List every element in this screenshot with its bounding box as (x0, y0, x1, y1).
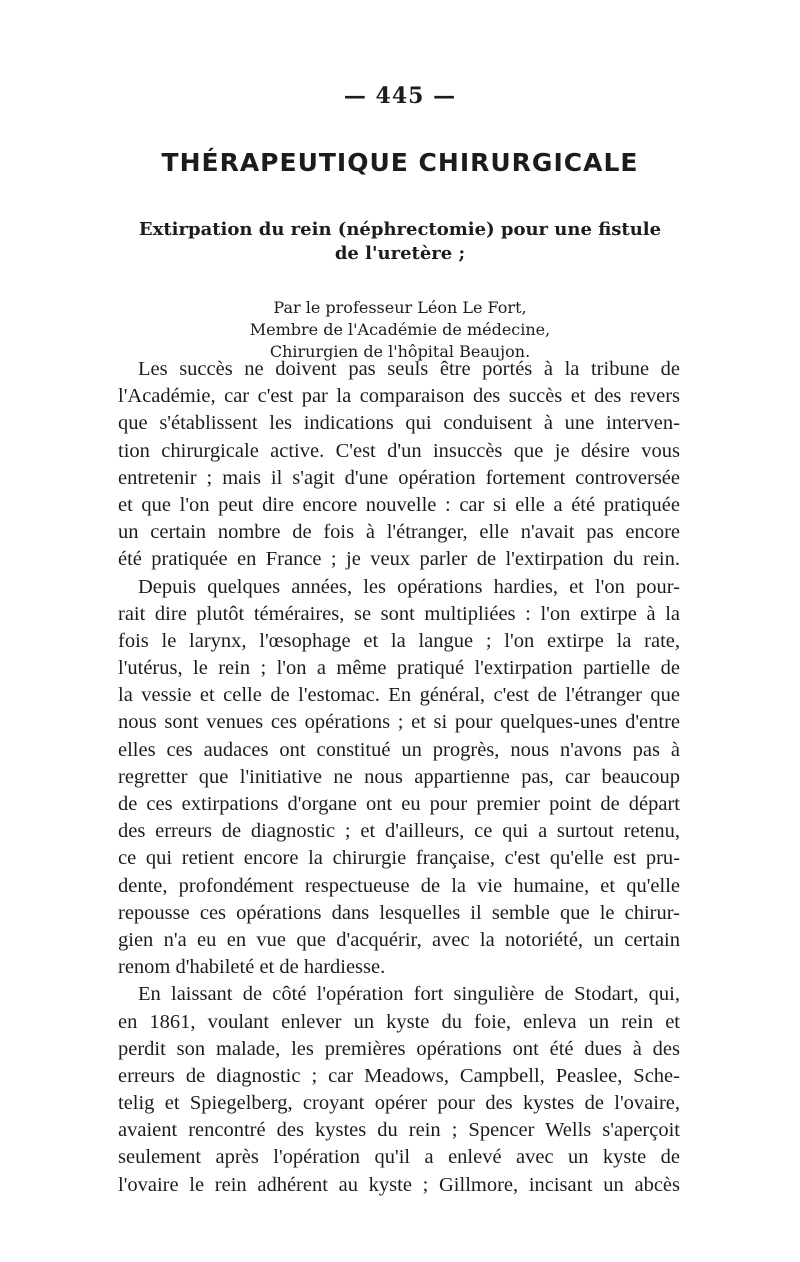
text-line: des erreurs de diagnostic ; et d'ailleurs, ce qui a surtout retenu, (118, 820, 680, 843)
text-line: l'utérus, le rein ; l'on a même pratiqué l'extirpation partielle de (118, 657, 680, 680)
text-line: l'ovaire le rein adhérent au kyste ; Gillmore, incisant un abcès (118, 1173, 680, 1196)
text-line: repousse ces opérations dans lesquelles il semble que le chirur- (118, 901, 680, 924)
text-line: l'Académie, car c'est par la comparaison des succès et des revers (118, 385, 680, 408)
text-line: elles ces audaces ont constitué un progrès, nous n'avons pas à (118, 738, 680, 761)
body-text (118, 356, 680, 1199)
text-line: regretter que l'initiative ne nous appartienne pas, car beaucoup (118, 765, 680, 788)
author-position: Chirurgien de l'hôpital Beaujon. (269, 342, 531, 361)
text-line: dente, profondément respectueuse de la vie humaine, et qu'elle (118, 874, 680, 897)
author-affiliation: Membre de l'Académie de médecine, (249, 320, 551, 339)
text-line: gien n'a eu en vue que d'acquérir, avec la notoriété, un certain (118, 928, 680, 951)
text-line: rait dire plutôt téméraires, se sont multipliées : l'on extirpe à la (118, 602, 680, 625)
text-line: renom d'habileté et de hardiesse. (118, 956, 386, 979)
author-block (0, 297, 800, 363)
text-line: de ces extirpations d'organe ont eu pour premier point de départ (118, 793, 680, 815)
text-line: seulement après l'opération qu'il a enlevé avec un kyste de (118, 1146, 680, 1169)
text-line: tion chirurgicale active. C'est d'un insuccès que je désire vous (118, 439, 680, 462)
article-title-line: de l'uretère ; (334, 243, 466, 264)
text-line: que s'établissent les indications qui conduisent à une interven- (118, 412, 680, 435)
text-line: un certain nombre de fois à l'étranger, elle n'avait pas encore (118, 521, 680, 544)
text-line: et que l'on peut dire encore nouvelle : car si elle a été pratiquée (118, 493, 680, 516)
text-line: Depuis quelques années, les opérations hardies, et l'on pour- (138, 575, 680, 598)
text-line: Les succès ne doivent pas seuls être portés à la tribune de (138, 358, 680, 380)
text-line: entretenir ; mais il s'agit d'une opération fortement controversée (118, 466, 680, 489)
text-line: fois le larynx, l'œsophage et la langue ; l'on extirpe la rate, (118, 629, 680, 652)
text-line: nous sont venues ces opérations ; et si pour quelques-unes d'entre (118, 711, 680, 734)
author-name: Par le professeur Léon Le Fort, (273, 298, 527, 317)
text-line: la vessie et celle de l'estomac. En général, c'est de l'étranger que (118, 684, 680, 707)
text-line: En laissant de côté l'opération fort singulière de Stodart, qui, (138, 983, 680, 1006)
text-line: ce qui retient encore la chirurgie française, c'est qu'elle est pru- (118, 847, 680, 870)
section-title: THÉRAPEUTIQUE CHIRURGICALE (161, 148, 639, 177)
text-line: été pratiquée en France ; je veux parler de l'extirpation du rein. (118, 548, 680, 571)
text-line: avaient rencontré des kystes du rein ; Spencer Wells s'aperçoit (118, 1119, 680, 1142)
page-number: — 445 — (343, 83, 457, 109)
article-title-line: Extirpation du rein (néphrectomie) pour une fistule (138, 219, 662, 240)
text-line: perdit son malade, les premières opérations ont été dues à des (118, 1037, 680, 1060)
text-line: telig et Spiegelberg, croyant opérer pour des kystes de l'ovaire, (118, 1092, 680, 1115)
text-line: erreurs de diagnostic ; car Meadows, Campbell, Peaslee, Sche- (118, 1064, 680, 1087)
article-title (0, 218, 800, 266)
text-line: en 1861, voulant enlever un kyste du foie, enleva un rein et (118, 1010, 680, 1033)
